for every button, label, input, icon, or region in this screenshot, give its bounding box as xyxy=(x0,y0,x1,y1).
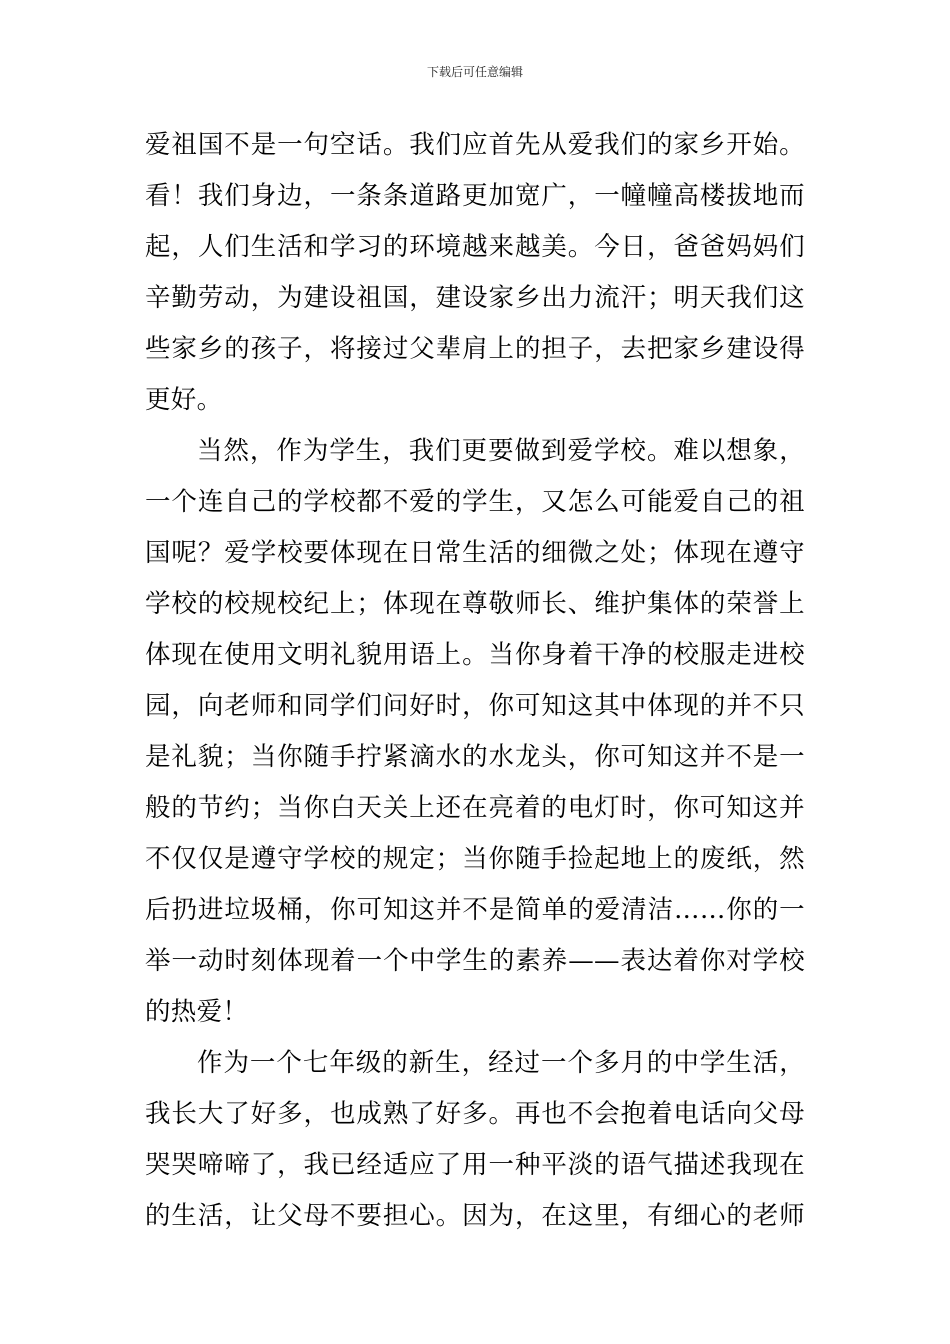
text-line: 更好。 xyxy=(145,385,223,415)
text-line: 的热爱！ xyxy=(145,997,249,1027)
text-line: 哭哭啼啼了，我已经适应了用一种平淡的语气描述我现在 xyxy=(145,1150,805,1180)
text-line: 起，人们生活和学习的环境越来越美。今日，爸爸妈妈们 xyxy=(145,232,805,262)
text-line: 园，向老师和同学们问好时，你可知这其中体现的并不只 xyxy=(145,691,805,721)
text-line: 体现在使用文明礼貌用语上。当你身着干净的校服走进校 xyxy=(145,640,805,670)
text-line: 学校的校规校纪上；体现在尊敬师长、维护集体的荣誉上 xyxy=(145,589,805,619)
text-line: 国呢？爱学校要体现在日常生活的细微之处；体现在遵守 xyxy=(145,538,805,568)
text-line: 些家乡的孩子，将接过父辈肩上的担子，去把家乡建设得 xyxy=(145,334,805,364)
text-line: 一个连自己的学校都不爱的学生，又怎么可能爱自己的祖 xyxy=(145,487,805,517)
document-body xyxy=(145,120,805,1242)
text-line: 爱祖国不是一句空话。我们应首先从爱我们的家乡开始。 xyxy=(145,130,805,160)
text-line: 看！我们身边，一条条道路更加宽广，一幢幢高楼拔地而 xyxy=(145,181,805,211)
paragraph-3 xyxy=(145,1038,805,1242)
text-line: 的生活，让父母不要担心。因为，在这里，有细心的老师 xyxy=(145,1201,805,1231)
text-line: 不仅仅是遵守学校的规定；当你随手捡起地上的废纸，然 xyxy=(145,844,805,874)
text-line: 辛勤劳动，为建设祖国，建设家乡出力流汗；明天我们这 xyxy=(145,283,805,313)
text-line: 后扔进垃圾桶，你可知这并不是简单的爱清洁……你的一 xyxy=(145,895,805,925)
text-line: 当然，作为学生，我们更要做到爱学校。难以想象， xyxy=(197,436,805,466)
text-line: 我长大了好多，也成熟了好多。再也不会抱着电话向父母 xyxy=(145,1099,805,1129)
paragraph-2 xyxy=(145,426,805,1038)
text-line: 般的节约；当你白天关上还在亮着的电灯时，你可知这并 xyxy=(145,793,805,823)
text-line: 举一动时刻体现着一个中学生的素养——表达着你对学校 xyxy=(145,946,805,976)
text-line: 是礼貌；当你随手拧紧滴水的水龙头，你可知这并不是一 xyxy=(145,742,805,772)
page-header: 下载后可任意编辑 xyxy=(426,65,523,79)
text-line: 作为一个七年级的新生，经过一个多月的中学生活， xyxy=(197,1048,805,1078)
paragraph-1 xyxy=(145,120,805,426)
